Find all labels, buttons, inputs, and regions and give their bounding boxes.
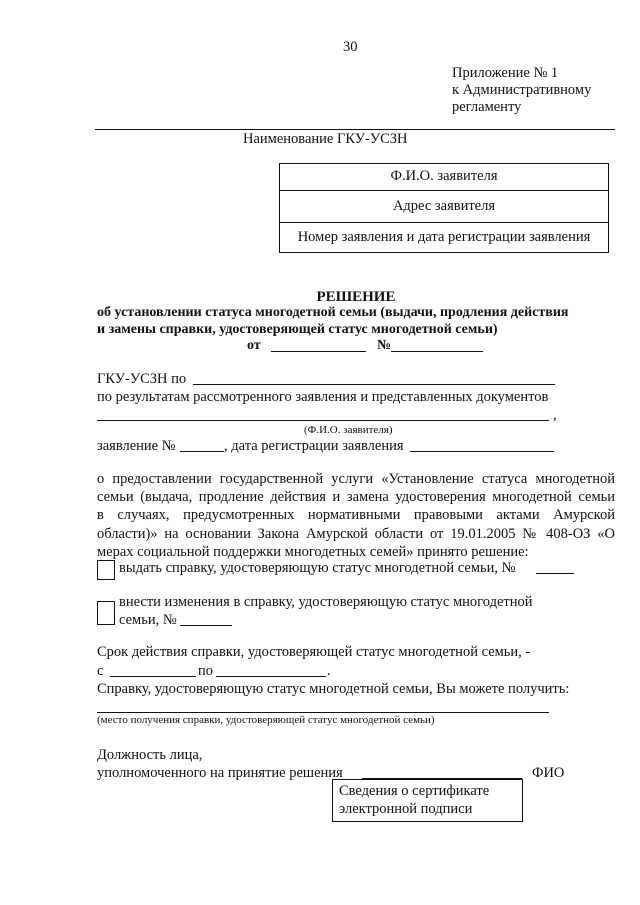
option-issue-label: выдать справку, удостоверяющую статус многодетной семьи, №: [119, 560, 516, 576]
results-text: по результатам рассмотренного заявления и представленных документов: [97, 389, 549, 405]
e-signature-box: [332, 779, 523, 822]
box-separator: [280, 190, 608, 191]
paragraph-line: мерах социальной поддержки многодетных семей» принято решение:: [97, 543, 529, 560]
option-issue-checkbox[interactable]: [97, 560, 115, 580]
decision-subtitle-1: об установлении статуса многодетной семьи (выдачи, продления действия: [97, 305, 569, 320]
validity-from-label: с: [97, 663, 104, 679]
option-issue-number-line: [536, 573, 574, 574]
org-name-label: Наименование ГКУ-УСЗН: [243, 131, 408, 147]
option-modify-label-1: внести изменения в справку, удостоверяющую статус многодетной: [119, 594, 533, 610]
appendix-line-1: Приложение № 1: [452, 65, 559, 81]
applicant-fio-line: [97, 420, 549, 421]
page-number: 30: [343, 39, 358, 55]
paragraph-line: о предоставлении государственной услуги «Установление статуса многодетной: [97, 471, 615, 487]
gku-name-line: [193, 384, 555, 385]
e-signature-line-2: электронной подписи: [339, 801, 473, 817]
box-separator: [280, 222, 608, 223]
position-label-1: Должность лица,: [97, 747, 203, 763]
validity-to-label: по: [198, 663, 214, 679]
statement-number-label: заявление №: [97, 438, 176, 454]
gku-by-label: ГКУ-УСЗН по: [97, 371, 187, 387]
receive-label: Справку, удостоверяющую статус многодетной семьи, Вы можете получить:: [97, 681, 570, 697]
decision-from-label: от: [247, 338, 261, 353]
decision-number-label: №: [377, 338, 392, 353]
receive-place-hint: (место получения справки, удостоверяющей статус многодетной семьи): [97, 714, 435, 726]
applicant-fio-label: Ф.И.О. заявителя: [390, 168, 498, 184]
e-signature-line-1: Сведения о сертификате: [339, 783, 490, 799]
validity-label: Срок действия справки, удостоверяющей статус многодетной семьи, -: [97, 644, 531, 660]
registration-date-label: , дата регистрации заявления: [224, 438, 404, 454]
validity-from-line: [110, 676, 196, 677]
service-paragraph: [97, 470, 615, 561]
option-modify-number-line: [180, 625, 232, 626]
paragraph-line: в случаях, предусмотренных нормативными правовыми актами Амурской: [97, 507, 615, 524]
option-modify-checkbox[interactable]: [97, 601, 115, 625]
appendix-line-2: к Административному: [452, 82, 592, 98]
decision-number-line: [391, 351, 483, 352]
fio-comma: ,: [553, 407, 557, 423]
paragraph-line: семьи (выдача, продление действия и замена удостоверения многодетной семьи: [97, 489, 615, 506]
registration-date-line: [410, 451, 554, 452]
option-modify-label-2: семьи, №: [119, 612, 177, 628]
applicant-info-box: [279, 163, 609, 253]
applicant-address-label: Адрес заявителя: [392, 198, 496, 214]
fio-hint: (Ф.И.О. заявителя): [304, 424, 393, 436]
decision-date-line: [271, 351, 366, 352]
validity-to-line: [216, 676, 326, 677]
signatory-fio: ФИО: [532, 765, 565, 781]
position-label-2: уполномоченного на принятие решения: [97, 765, 343, 781]
paragraph-line: области)» на основании Закона Амурской области от 19.01.2005 № 408-ОЗ «О: [97, 525, 615, 542]
statement-number-line: [180, 451, 224, 452]
validity-dot: .: [327, 663, 331, 679]
appendix-line-3: регламенту: [452, 99, 522, 115]
application-number-label: Номер заявления и дата регистрации заявления: [297, 229, 591, 245]
decision-title: РЕШЕНИЕ: [316, 289, 396, 305]
decision-subtitle-2: и замены справки, удостоверяющей статус многодетной семьи): [97, 322, 498, 337]
